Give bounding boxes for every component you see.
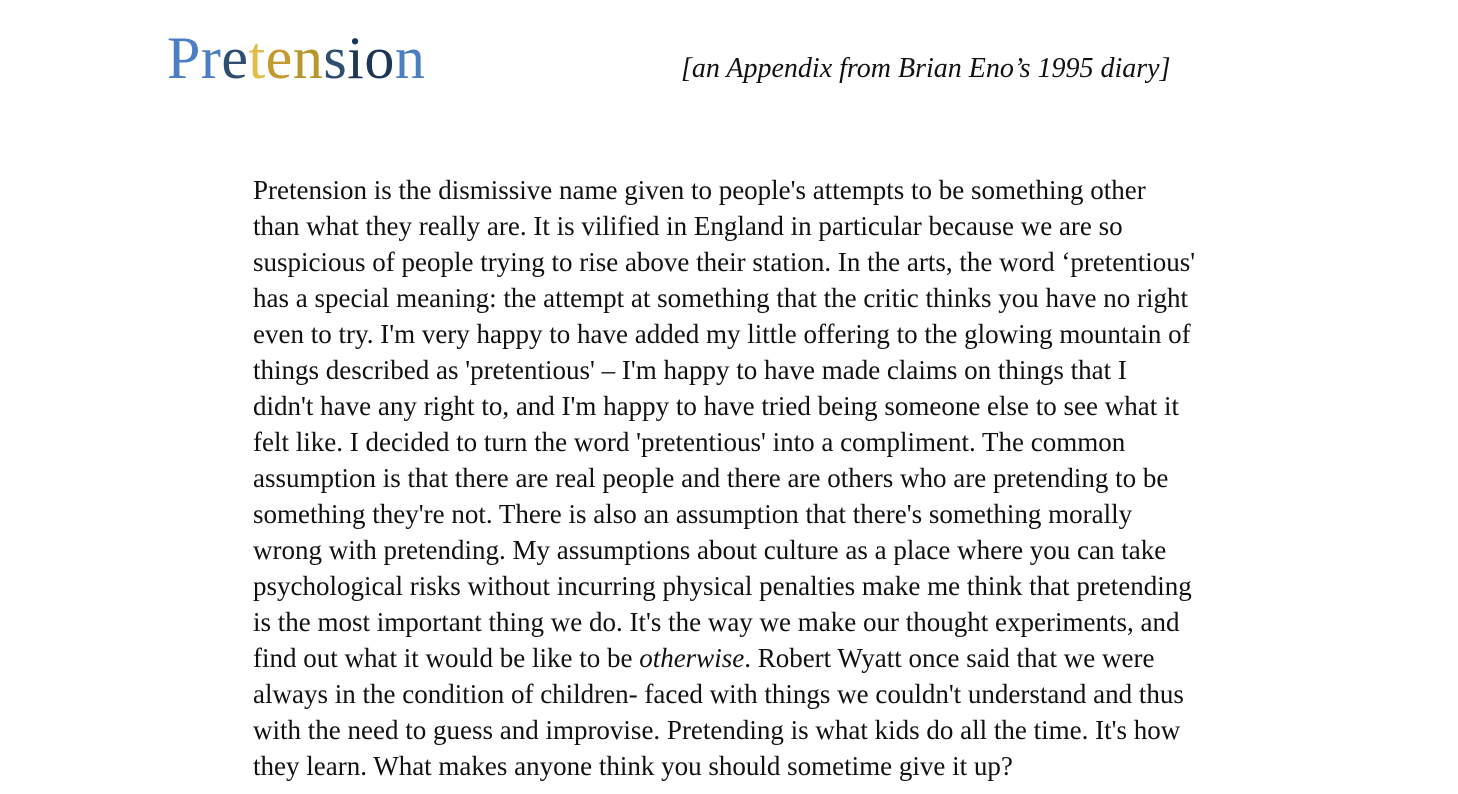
italic-word: otherwise — [639, 643, 745, 673]
article-line: even to try. I'm very happy to have added my little offering to the glowing mountain of — [253, 319, 1191, 349]
line-text-after: . Robert Wyatt once said that we were — [744, 643, 1155, 673]
article-line: has a special meaning: the attempt at something that the critic thinks you have no right — [253, 283, 1189, 313]
title-letter: P — [167, 25, 201, 91]
article-line: always in the condition of children- faced with things we couldn't understand and thus — [253, 679, 1184, 709]
page-subtitle: [an Appendix from Brian Eno’s 1995 diary] — [681, 53, 1171, 84]
line-text-before: find out what it would be like to be — [253, 643, 640, 673]
article-line: suspicious of people trying to rise above their station. In the arts, the word ‘pretentious' — [253, 247, 1196, 277]
article-line: didn't have any right to, and I'm happy to have tried being someone else to see what it — [253, 391, 1179, 421]
article-line: Pretension is the dismissive name given to people's attempts to be something other — [253, 175, 1146, 205]
article-line: something they're not. There is also an assumption that there's something morally — [253, 499, 1133, 529]
title-letter: i — [347, 25, 365, 91]
article-body — [253, 172, 1293, 784]
title-letter: r — [200, 25, 222, 91]
article-line-with-italic — [253, 640, 1293, 676]
title-letter: e — [265, 25, 293, 91]
article-line: than what they really are. It is vilified in England in particular because we are so — [253, 211, 1123, 241]
title-letter: n — [394, 25, 426, 91]
article-line: with the need to guess and improvise. Pretending is what kids do all the time. It's how — [253, 715, 1181, 745]
article-line: they learn. What makes anyone think you should sometime give it up? — [253, 751, 1013, 781]
title-letter: o — [364, 25, 395, 91]
title-letter: n — [292, 25, 324, 91]
article-line: psychological risks without incurring physical penalties make me think that pretending — [253, 571, 1192, 601]
article-line: things described as 'pretentious' – I'm happy to have made claims on things that I — [253, 355, 1127, 385]
article-line: assumption is that there are real people and there are others who are pretending to be — [253, 463, 1169, 493]
article-line: wrong with pretending. My assumptions about culture as a place where you can take — [253, 535, 1167, 565]
article-line: felt like. I decided to turn the word 'pretentious' into a compliment. The common — [253, 427, 1126, 457]
title-letter: s — [323, 25, 348, 91]
article-line: is the most important thing we do. It's the way we make our thought experiments, and — [253, 607, 1180, 637]
title-letter: t — [248, 25, 266, 91]
page-title — [167, 22, 425, 94]
title-letter: e — [221, 25, 249, 91]
